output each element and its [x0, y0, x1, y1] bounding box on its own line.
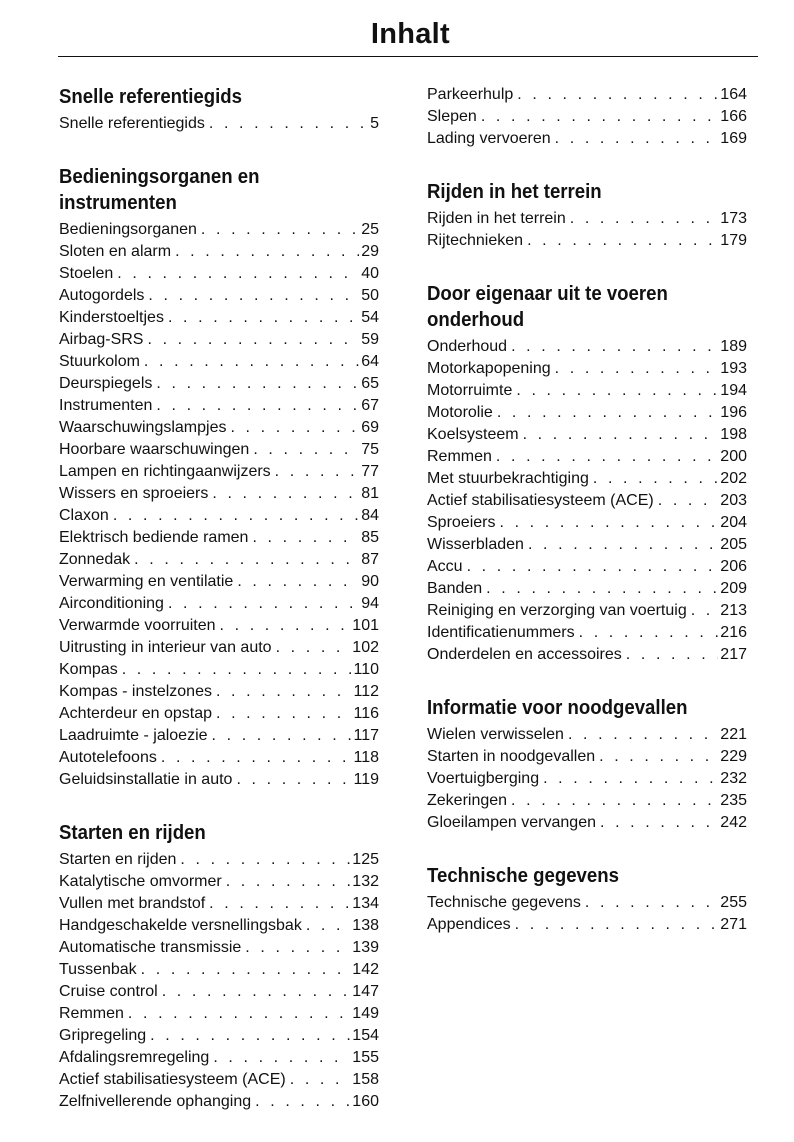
toc-section-bedieningsorganen-en-instrumenten [59, 164, 379, 791]
entry-label: Afdalingsremregeling [59, 1049, 210, 1066]
dot-leader [156, 373, 359, 395]
entry-label: Remmen [59, 1005, 124, 1022]
entry-label: Kompas [59, 661, 118, 678]
section-heading: Door eigenaar uit te voeren onderhoud [427, 283, 668, 331]
dot-leader [543, 768, 718, 790]
toc-entry-remmen[interactable] [59, 1003, 379, 1025]
page-number: 217 [720, 646, 747, 663]
toc-entry-achterdeur-en-opstap[interactable] [59, 703, 379, 725]
dot-leader [691, 600, 719, 622]
toc-entry-koelsysteem[interactable] [427, 424, 747, 446]
entry-label: Technische gegevens [427, 894, 581, 911]
page-number: 59 [361, 331, 379, 348]
section-heading: Bedieningsorganen en instrumenten [59, 166, 260, 214]
toc-entry-autotelefoons[interactable] [59, 747, 379, 769]
entry-label: Gloeilampen vervangen [427, 814, 596, 831]
dot-leader [255, 1091, 350, 1113]
page-number: 200 [720, 448, 747, 465]
section-heading: Rijden in het terrein [427, 181, 602, 203]
page-number: 125 [352, 851, 379, 868]
toc-entry-remmen[interactable] [427, 446, 747, 468]
dot-leader [156, 395, 359, 417]
toc-entry-onderhoud[interactable] [427, 336, 747, 358]
dot-leader [117, 263, 359, 285]
entry-label: Gripregeling [59, 1027, 147, 1044]
entry-label: Lampen en richtingaanwijzers [59, 463, 271, 480]
toc-entry-airbag-srs[interactable] [59, 329, 379, 351]
dot-leader [220, 615, 351, 637]
entry-label: Rijtechnieken [427, 232, 524, 249]
page-number: 209 [720, 580, 747, 597]
toc-entry-automatische-transmissie[interactable] [59, 937, 379, 959]
page-number: 117 [353, 727, 379, 744]
toc-entry-tussenbak[interactable] [59, 959, 379, 981]
dot-leader [600, 812, 718, 834]
entry-label: Geluidsinstallatie in auto [59, 771, 233, 788]
toc-entry-stuurkolom[interactable] [59, 351, 379, 373]
page-number: 213 [720, 602, 747, 619]
entry-label: Autotelefoons [59, 749, 157, 766]
dot-leader [122, 659, 352, 681]
entry-label: Voertuigberging [427, 770, 540, 787]
toc-entry-wielen-verwisselen[interactable] [427, 724, 747, 746]
toc-entry-motorolie[interactable] [427, 402, 747, 424]
page-number: 229 [720, 748, 747, 765]
toc-entry-parkeerhulp[interactable] [427, 84, 747, 106]
toc-entry-geluidsinstallatie-in-auto[interactable] [59, 769, 379, 791]
dot-leader [180, 849, 350, 871]
entry-label: Reiniging en verzorging van voertuig [427, 602, 687, 619]
entry-label: Handgeschakelde versnellingsbak [59, 917, 302, 934]
toc-entry-cruise-control[interactable] [59, 981, 379, 1003]
page-number: 221 [720, 726, 747, 743]
dot-leader [148, 285, 359, 307]
page-number: 54 [361, 309, 379, 326]
page-number: 69 [361, 419, 379, 436]
entry-label: Onderdelen en accessoires [427, 646, 622, 663]
entry-label: Airbag-SRS [59, 331, 144, 348]
page-number: 193 [720, 360, 747, 377]
toc-entry-katalytische-omvormer[interactable] [59, 871, 379, 893]
entry-label: Zonnedak [59, 551, 131, 568]
entry-label: Achterdeur en opstap [59, 705, 212, 722]
page-number: 202 [720, 470, 747, 487]
page-number: 271 [720, 916, 747, 933]
dot-leader [555, 128, 719, 150]
entry-label: Claxon [59, 507, 109, 524]
page-number: 139 [352, 939, 379, 956]
entry-label: Deurspiegels [59, 375, 153, 392]
toc-entry-instrumenten[interactable] [59, 395, 379, 417]
page-number: 154 [352, 1027, 379, 1044]
page-number: 94 [361, 595, 379, 612]
toc-entry-onderdelen-en-accessoires[interactable] [427, 644, 747, 666]
entry-label: Automatische transmissie [59, 939, 242, 956]
page-number: 81 [361, 485, 379, 502]
toc-entry-airconditioning[interactable] [59, 593, 379, 615]
toc-entry-lampen-en-richtingaanwijzers[interactable] [59, 461, 379, 483]
page-number: 169 [720, 130, 747, 147]
toc-entry-laadruimte-jaloezie[interactable] [59, 725, 379, 747]
toc-entry-rijtechnieken[interactable] [427, 230, 747, 252]
dot-leader [212, 725, 352, 747]
entry-label: Starten in noodgevallen [427, 748, 596, 765]
page-number: 158 [352, 1071, 379, 1088]
entry-label: Appendices [427, 916, 511, 933]
entry-label: Airconditioning [59, 595, 164, 612]
toc-entry-rijden-in-het-terrein[interactable] [427, 208, 747, 230]
title-divider [58, 56, 758, 57]
dot-leader [253, 439, 359, 461]
toc-entry-banden[interactable] [427, 578, 747, 600]
page-number: 112 [353, 683, 379, 700]
page-number: 205 [720, 536, 747, 553]
page-number: 118 [353, 749, 379, 766]
page-number: 25 [361, 221, 379, 238]
entry-label: Laadruimte - jaloezie [59, 727, 208, 744]
section-heading: Informatie voor noodgevallen [427, 697, 688, 719]
entry-label: Cruise control [59, 983, 158, 1000]
dot-leader [141, 959, 351, 981]
page-number: 132 [352, 873, 379, 890]
page-number: 198 [720, 426, 747, 443]
entry-label: Accu [427, 558, 463, 575]
toc-entry-afdalingsremregeling[interactable] [59, 1047, 379, 1069]
toc-entry-gloeilampen-vervangen[interactable] [427, 812, 747, 834]
dot-leader [144, 351, 359, 373]
toc-entry-verwarmde-voorruiten[interactable] [59, 615, 379, 637]
entry-label: Sloten en alarm [59, 243, 172, 260]
entry-label: Tussenbak [59, 961, 137, 978]
page-number: 142 [352, 961, 379, 978]
entry-label: Verwarmde voorruiten [59, 617, 216, 634]
page-number: 235 [720, 792, 747, 809]
dot-leader [209, 113, 368, 135]
dot-leader [201, 219, 359, 241]
page-number: 189 [720, 338, 747, 355]
page-number: 75 [361, 441, 379, 458]
dot-leader [237, 571, 359, 593]
toc-entry-slepen[interactable] [427, 106, 747, 128]
toc-entry-sproeiers[interactable] [427, 512, 747, 534]
dot-leader [216, 703, 351, 725]
page-number: 110 [353, 661, 379, 678]
dot-leader [517, 84, 718, 106]
page-number: 85 [361, 529, 379, 546]
page-number: 87 [361, 551, 379, 568]
toc-entry-vullen-met-brandstof[interactable] [59, 893, 379, 915]
toc-entry-voertuigberging[interactable] [427, 768, 747, 790]
toc-entry-handgeschakelde-versnellingsbak[interactable] [59, 915, 379, 937]
page-number: 164 [720, 86, 747, 103]
dot-leader [555, 358, 719, 380]
page-number: 204 [720, 514, 747, 531]
toc-section-snelle-referentiegids [59, 84, 379, 135]
dot-leader [147, 329, 359, 351]
toc-entry-actief-stabilisatiesysteem-ace[interactable] [59, 1069, 379, 1091]
toc-entry-gripregeling[interactable] [59, 1025, 379, 1047]
toc-entry-bedieningsorganen[interactable] [59, 219, 379, 241]
toc-entry-sloten-en-alarm[interactable] [59, 241, 379, 263]
dot-leader [252, 527, 359, 549]
page-number: 40 [361, 265, 379, 282]
toc-entry-motorkapopening[interactable] [427, 358, 747, 380]
dot-leader [527, 230, 718, 252]
toc-entry-stoelen[interactable] [59, 263, 379, 285]
dot-leader [168, 593, 359, 615]
entry-label: Parkeerhulp [427, 86, 514, 103]
page-number: 138 [352, 917, 379, 934]
toc-entry-deurspiegels[interactable] [59, 373, 379, 395]
page-number: 102 [352, 639, 379, 656]
dot-leader [162, 981, 351, 1003]
dot-leader [209, 893, 350, 915]
page-number: 77 [361, 463, 379, 480]
toc-section-starten-en-rijden [59, 820, 379, 1113]
section-heading: Technische gegevens [427, 865, 619, 887]
entry-label: Vullen met brandstof [59, 895, 206, 912]
entry-label: Banden [427, 580, 483, 597]
entry-label: Rijden in het terrein [427, 210, 566, 227]
page-number: 149 [352, 1005, 379, 1022]
dot-leader [593, 468, 718, 490]
toc-entry-kompas[interactable] [59, 659, 379, 681]
dot-leader [568, 724, 718, 746]
entry-label: Katalytische omvormer [59, 873, 222, 890]
toc-entry-technische-gegevens[interactable] [427, 892, 747, 914]
entry-label: Identificatienummers [427, 624, 575, 641]
toc-right-column [427, 84, 747, 965]
entry-label: Snelle referentiegids [59, 115, 205, 132]
toc-entry-lading-vervoeren[interactable] [427, 128, 747, 150]
toc-entry-claxon[interactable] [59, 505, 379, 527]
toc-entry-zekeringen[interactable] [427, 790, 747, 812]
page-number: 101 [352, 617, 379, 634]
entry-label: Met stuurbekrachtiging [427, 470, 589, 487]
toc-entry-verwarming-en-ventilatie[interactable] [59, 571, 379, 593]
page-number: 206 [720, 558, 747, 575]
page-number: 50 [361, 287, 379, 304]
page-number: 255 [720, 894, 747, 911]
page-number: 196 [720, 404, 747, 421]
toc-entry-zonnedak[interactable] [59, 549, 379, 571]
page-number: 203 [720, 492, 747, 509]
dot-leader [276, 637, 351, 659]
dot-leader [290, 1069, 351, 1091]
dot-leader [511, 790, 718, 812]
dot-leader [516, 380, 718, 402]
dot-leader [515, 914, 719, 936]
dot-leader [528, 534, 718, 556]
page-number: 116 [353, 705, 379, 722]
dot-leader [230, 417, 359, 439]
page-number: 232 [720, 770, 747, 787]
page-number: 134 [352, 895, 379, 912]
entry-label: Wielen verwisselen [427, 726, 564, 743]
dot-leader [511, 336, 718, 358]
entry-label: Wisserbladen [427, 536, 524, 553]
entry-label: Stuurkolom [59, 353, 140, 370]
toc-entry-zelfnivellerende-ophanging[interactable] [59, 1091, 379, 1113]
entry-label: Onderhoud [427, 338, 508, 355]
entry-label: Kinderstoeltjes [59, 309, 164, 326]
page-number: 5 [370, 115, 379, 132]
entry-label: Instrumenten [59, 397, 153, 414]
toc-entry-met-stuurbekrachtiging[interactable] [427, 468, 747, 490]
page-number: 29 [361, 243, 379, 260]
entry-label: Lading vervoeren [427, 130, 551, 147]
toc-entry-hoorbare-waarschuwingen[interactable] [59, 439, 379, 461]
dot-leader [579, 622, 719, 644]
entry-label: Sproeiers [427, 514, 496, 531]
toc-entry-waarschuwingslampjes[interactable] [59, 417, 379, 439]
entry-label: Waarschuwingslampjes [59, 419, 227, 436]
entry-label: Actief stabilisatiesysteem (ACE) [59, 1071, 286, 1088]
page-number: 242 [720, 814, 747, 831]
toc-entry-identificatienummers[interactable] [427, 622, 747, 644]
page-number: 194 [720, 382, 747, 399]
page-number: 65 [361, 375, 379, 392]
page-number: 160 [352, 1093, 379, 1110]
dot-leader [523, 424, 719, 446]
toc-entry-starten-in-noodgevallen[interactable] [427, 746, 747, 768]
toc-entry-appendices[interactable] [427, 914, 747, 936]
page-number: 173 [720, 210, 747, 227]
entry-label: Hoorbare waarschuwingen [59, 441, 250, 458]
dot-leader [245, 937, 350, 959]
dot-leader [306, 915, 350, 937]
dot-leader [585, 892, 718, 914]
entry-label: Motorolie [427, 404, 493, 421]
page-number: 90 [361, 573, 379, 590]
toc-entry-accu[interactable] [427, 556, 747, 578]
dot-leader [658, 490, 719, 512]
dot-leader [161, 747, 352, 769]
toc-entry-actief-stabilisatiesysteem-ace[interactable] [427, 490, 747, 512]
entry-label: Remmen [427, 448, 492, 465]
toc-entry-elektrisch-bediende-ramen[interactable] [59, 527, 379, 549]
dot-leader [226, 871, 351, 893]
entry-label: Kompas - instelzones [59, 683, 212, 700]
dot-leader [275, 461, 360, 483]
toc-entry-autogordels[interactable] [59, 285, 379, 307]
entry-label: Motorkapopening [427, 360, 551, 377]
entry-label: Verwarming en ventilatie [59, 573, 234, 590]
toc-entry-snelle-referentiegids[interactable] [59, 113, 379, 135]
toc-left-column [59, 84, 379, 1142]
page-number: 84 [361, 507, 379, 524]
dot-leader [216, 681, 352, 703]
page-number: 166 [720, 108, 747, 125]
toc-entry-wissers-en-sproeiers[interactable] [59, 483, 379, 505]
page-number: 155 [352, 1049, 379, 1066]
dot-leader [486, 578, 718, 600]
toc-section-rijden-in-het-terrein [427, 179, 747, 252]
dot-leader [481, 106, 718, 128]
entry-label: Zekeringen [427, 792, 508, 809]
dot-leader [496, 446, 718, 468]
section-heading: Starten en rijden [59, 822, 206, 844]
toc-entry-kompas-instelzones[interactable] [59, 681, 379, 703]
dot-leader [175, 241, 359, 263]
page-number: 179 [720, 232, 747, 249]
dot-leader [499, 512, 718, 534]
page-number: 147 [352, 983, 379, 1000]
page-number: 67 [361, 397, 379, 414]
toc-entry-motorruimte[interactable] [427, 380, 747, 402]
toc-entry-starten-en-rijden[interactable] [59, 849, 379, 871]
entry-label: Uitrusting in interieur van auto [59, 639, 272, 656]
toc-entry-uitrusting-in-interieur-van-auto[interactable] [59, 637, 379, 659]
entry-label: Bedieningsorganen [59, 221, 197, 238]
dot-leader [570, 208, 719, 230]
entry-label: Koelsysteem [427, 426, 519, 443]
entry-label: Actief stabilisatiesysteem (ACE) [427, 492, 654, 509]
entry-label: Wissers en sproeiers [59, 485, 209, 502]
dot-leader [212, 483, 359, 505]
dot-leader [150, 1025, 350, 1047]
entry-label: Autogordels [59, 287, 145, 304]
toc-entry-reiniging-en-verzorging-van-voertuig[interactable] [427, 600, 747, 622]
dot-leader [128, 1003, 350, 1025]
toc-section-continued [427, 84, 747, 150]
toc-section-technische-gegevens [427, 863, 747, 936]
entry-label: Motorruimte [427, 382, 513, 399]
toc-section-informatie-voor-noodgevallen [427, 695, 747, 834]
dot-leader [467, 556, 719, 578]
entry-label: Slepen [427, 108, 477, 125]
dot-leader [113, 505, 359, 527]
toc-entry-kinderstoeltjes[interactable] [59, 307, 379, 329]
dot-leader [168, 307, 359, 329]
page-number: 64 [361, 353, 379, 370]
dot-leader [236, 769, 351, 791]
entry-label: Starten en rijden [59, 851, 177, 868]
section-heading: Snelle referentiegids [59, 86, 242, 108]
page-number: 119 [353, 771, 379, 788]
dot-leader [626, 644, 719, 666]
entry-label: Zelfnivellerende ophanging [59, 1093, 252, 1110]
toc-entry-wisserbladen[interactable] [427, 534, 747, 556]
toc-section-door-eigenaar-uit-te-voeren-onderhoud [427, 281, 747, 666]
dot-leader [497, 402, 718, 424]
page-number: 216 [720, 624, 747, 641]
page-title: Inhalt [370, 18, 450, 50]
dot-leader [599, 746, 718, 768]
entry-label: Elektrisch bediende ramen [59, 529, 249, 546]
dot-leader [213, 1047, 350, 1069]
entry-label: Stoelen [59, 265, 114, 282]
dot-leader [134, 549, 359, 571]
